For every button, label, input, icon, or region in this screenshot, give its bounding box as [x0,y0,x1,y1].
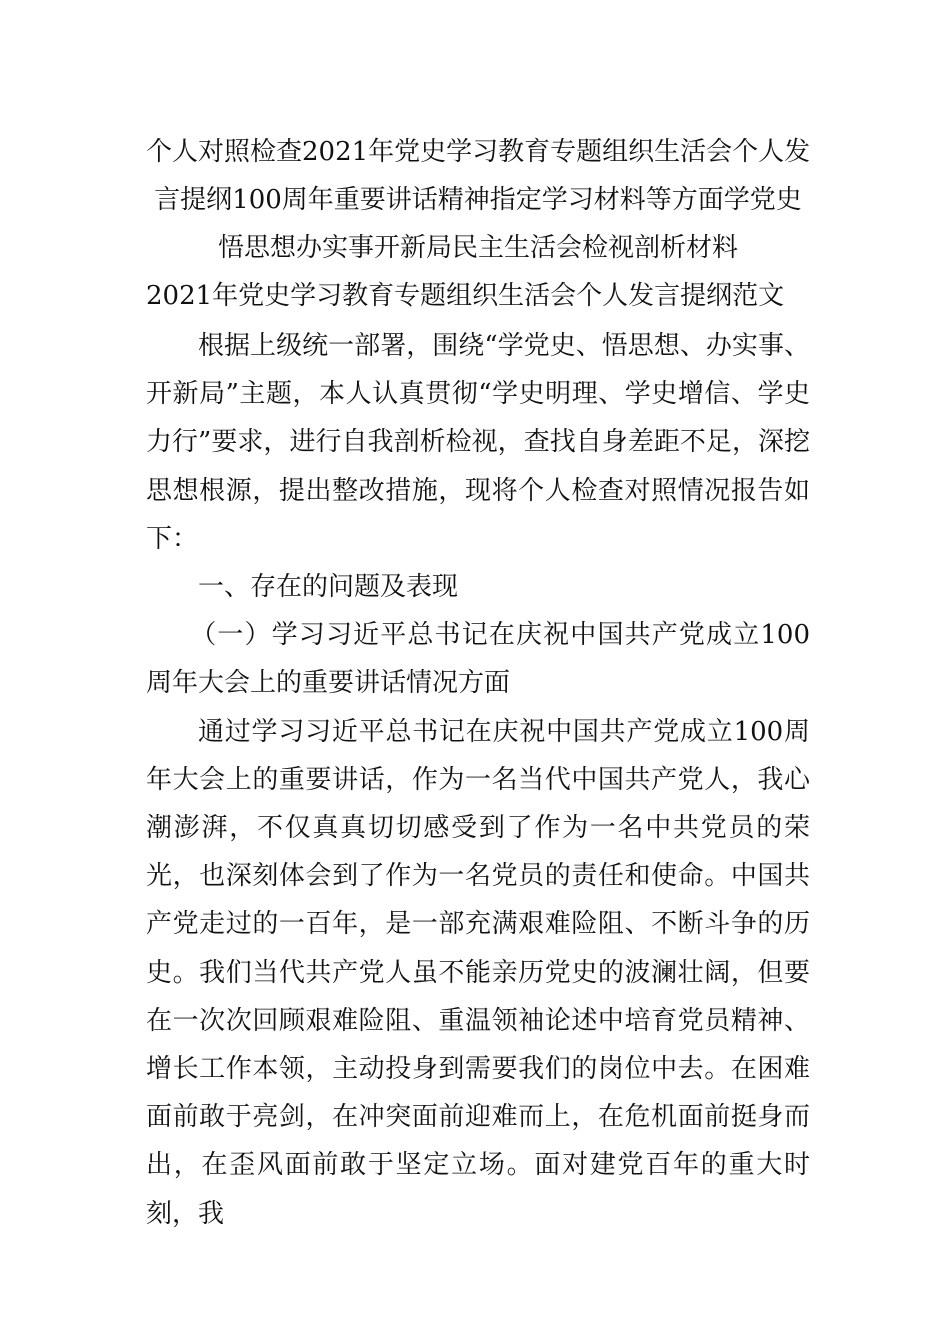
document-title-line-3: 悟思想办实事开新局民主生活会检视剖析材料 [217,233,738,263]
document-page [146,128,810,1238]
subsection-heading-1: （一）学习习近平总书记在庆祝中国共产党成立100周年大会上的重要讲话情况方面 [146,620,810,699]
body-paragraph: 通过学习习近平总书记在庆祝中国共产党成立100周年大会上的重要讲话，作为一名当代中国共产党人，我心潮澎湃，不仅真真切切感受到了作为一名中共党员的荣光，也深刻体会到了作为一名党员的责任和使命。中国共产党走过的一百年，是一部充满艰难险阻、不断斗争的历史。我们当代共产党人虽不能亲历党史的波澜壮阔，但要在一次次回顾艰难险阻、重温领袖论述中培育党员精神、增长工作本领，主动投身到需要我们的岗位中去。在困难面前敢于亮剑，在冲突面前迎难而上，在危机面前挺身而出，在歪风面前敢于坚定立场。面对建党百年的重大时刻，我 [146,716,810,1229]
document-subtitle: 2021年党史学习教育专题组织生活会个人发言提纲范文 [146,281,785,311]
document-title-line-2: 言提纲100周年重要讲话精神指定学习材料等方面学党史 [154,185,802,215]
section-heading-1: 一、存在的问题及表现 [198,572,459,603]
intro-paragraph: 根据上级统一部署，围绕“学党史、悟思想、办实事、开新局”主题，本人认真贯彻“学史明理、学史增信、学史力行”要求，进行自我剖析检视，查找自身差距不足，深挖思想根源，提出整改措施，现将个人检查对照情况报告如下： [146,331,810,554]
document-title-line-1: 个人对照检查2021年党史学习教育专题组织生活会个人发 [146,137,811,167]
